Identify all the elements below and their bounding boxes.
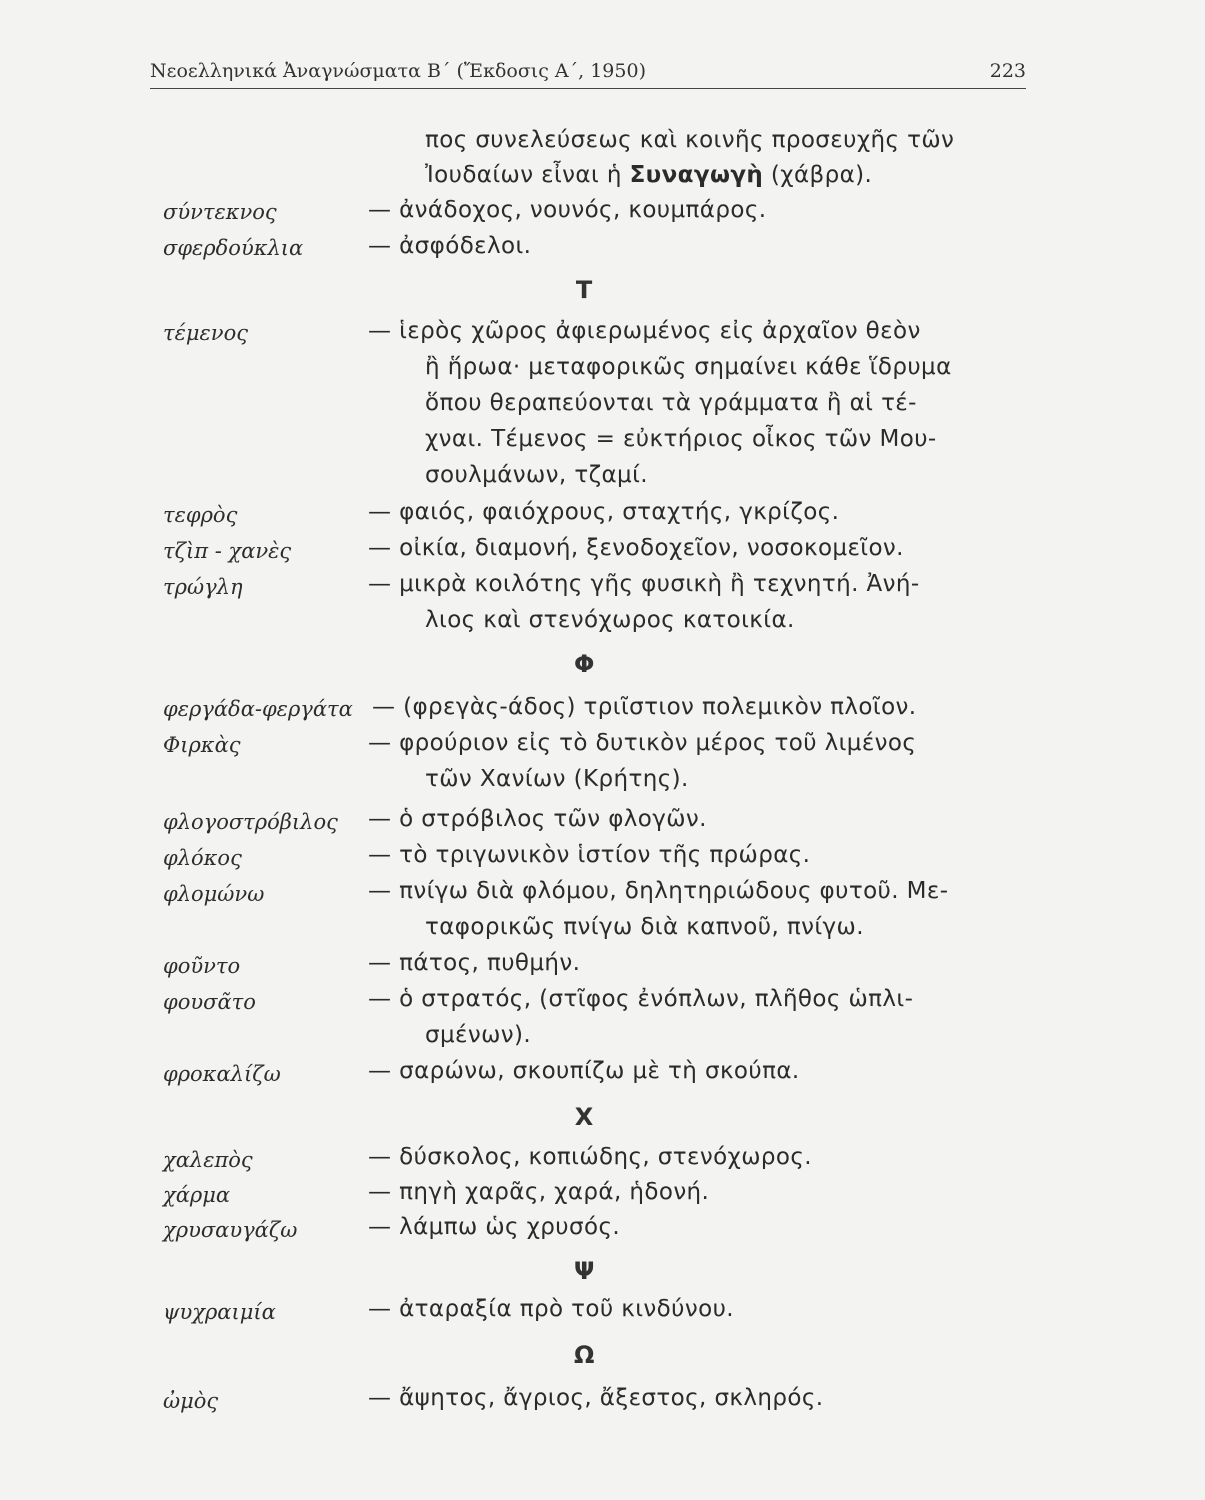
entry-continuation: ὅπου θεραπεύονται τὰ γράμματα ἢ αἱ τέ- xyxy=(425,390,917,416)
entry-term: φλομώνω xyxy=(163,882,265,906)
entry-continuation: λιος καὶ στενόχωρος κατοικία. xyxy=(425,607,795,633)
entry-term: χρυσαυγάζω xyxy=(163,1218,298,1242)
entry-term: φεργάδα-φεργάτα xyxy=(163,697,353,721)
entry-definition: — ἱερὸς χῶρος ἀφιερωμένος εἰς ἀρχαῖον θεὸν xyxy=(368,318,921,344)
entry-term: φροκαλίζω xyxy=(163,1062,281,1086)
entry-term: Φιρκὰς xyxy=(163,733,241,757)
section-letter-tau: Τ xyxy=(575,276,593,304)
section-letter-phi: Φ xyxy=(574,650,595,678)
entry-term: χάρμα xyxy=(163,1183,231,1207)
book-title: Νεοελληνικά Ἀναγνώσματα Β΄ (Ἔκδοσις Α΄, 1950) xyxy=(150,60,646,82)
entry-definition: — πνίγω διὰ φλόμου, δηλητηριώδους φυτοῦ. Με- xyxy=(368,878,949,904)
entry-definition: — τὸ τριγωνικὸν ἱστίον τῆς πρώρας. xyxy=(368,842,811,868)
entry-definition: — (φρεγὰς-άδος) τριῖστιον πολεμικὸν πλοῖον. xyxy=(372,694,917,720)
entry-term: φοῦντο xyxy=(163,954,241,978)
continuation-line-2: Ἰουδαίων εἶναι ἡ Συναγωγὴ (χάβρα). xyxy=(425,162,873,188)
continuation-line-1: πος συνελεύσεως καὶ κοινῆς προσευχῆς τῶν xyxy=(425,127,955,153)
entry-term: ὠμὸς xyxy=(163,1389,219,1413)
entry-term: τζὶπ - χανὲς xyxy=(163,539,292,563)
entry-term: σφερδούκλια xyxy=(163,236,304,260)
entry-definition: — ἀταραξία πρὸ τοῦ κινδύνου. xyxy=(368,1296,734,1322)
entry-definition: — οἰκία, διαμονή, ξενοδοχεῖον, νοσοκομεῖον. xyxy=(368,535,904,561)
section-letter-psi: Ψ xyxy=(574,1257,595,1285)
running-header xyxy=(150,58,1026,89)
entry-continuation: τῶν Χανίων (Κρήτης). xyxy=(425,766,689,792)
entry-definition: — ἄψητος, ἄγριος, ἄξεστος, σκληρός. xyxy=(368,1385,824,1411)
entry-definition: — πηγὴ χαρᾶς, χαρά, ἡδονή. xyxy=(368,1179,710,1205)
entry-continuation: σουλμάνων, τζαμί. xyxy=(425,462,648,488)
entry-term: φλογοστρόβιλος xyxy=(163,810,338,834)
entry-definition: — δύσκολος, κοπιώδης, στενόχωρος. xyxy=(368,1144,812,1170)
entry-definition: — ὁ στρόβιλος τῶν φλογῶν. xyxy=(368,806,707,832)
entry-continuation: σμένων). xyxy=(425,1022,532,1048)
page-number: 223 xyxy=(989,60,1026,82)
entry-definition: — σαρώνω, σκουπίζω μὲ τὴ σκούπα. xyxy=(368,1058,800,1084)
entry-continuation: χναι. Τέμενος = εὐκτήριος οἶκος τῶν Μου- xyxy=(425,426,937,452)
section-letter-omega: Ω xyxy=(574,1341,595,1369)
entry-definition: — ἀσφόδελοι. xyxy=(368,233,532,259)
entry-continuation: ἢ ἥρωα· μεταφορικῶς σημαίνει κάθε ἵδρυμα xyxy=(425,354,952,380)
entry-term: φλόκος xyxy=(163,846,242,870)
entry-definition: — ἀνάδοχος, νουνός, κουμπάρος. xyxy=(368,197,767,223)
section-letter-chi: Χ xyxy=(574,1103,594,1131)
entry-term: τεφρὸς xyxy=(163,503,238,527)
entry-term: ψυχραιμία xyxy=(163,1300,276,1324)
entry-term: χαλεπὸς xyxy=(163,1148,253,1172)
entry-definition: — λάμπω ὡς χρυσός. xyxy=(368,1214,621,1240)
entry-continuation: ταφορικῶς πνίγω διὰ καπνοῦ, πνίγω. xyxy=(425,914,864,940)
entry-definition: — φρούριον εἰς τὸ δυτικὸν μέρος τοῦ λιμένος xyxy=(368,730,917,756)
entry-term: τέμενος xyxy=(163,321,248,345)
entry-definition: — μικρὰ κοιλότης γῆς φυσικὴ ἢ τεχνητή. Ἀνή- xyxy=(368,571,920,597)
entry-term: τρώγλη xyxy=(163,575,243,599)
entry-term: σύντεκνος xyxy=(163,200,277,224)
entry-definition: — φαιός, φαιόχρους, σταχτής, γκρίζος. xyxy=(368,499,840,525)
entry-definition: — πάτος, πυθμήν. xyxy=(368,950,581,976)
entry-definition: — ὁ στρατός, (στῖφος ἐνόπλων, πλῆθος ὡπλι- xyxy=(368,986,914,1012)
synagogi-bold: Συναγωγὴ xyxy=(629,162,764,188)
entry-term: φουσᾶτο xyxy=(163,990,256,1014)
